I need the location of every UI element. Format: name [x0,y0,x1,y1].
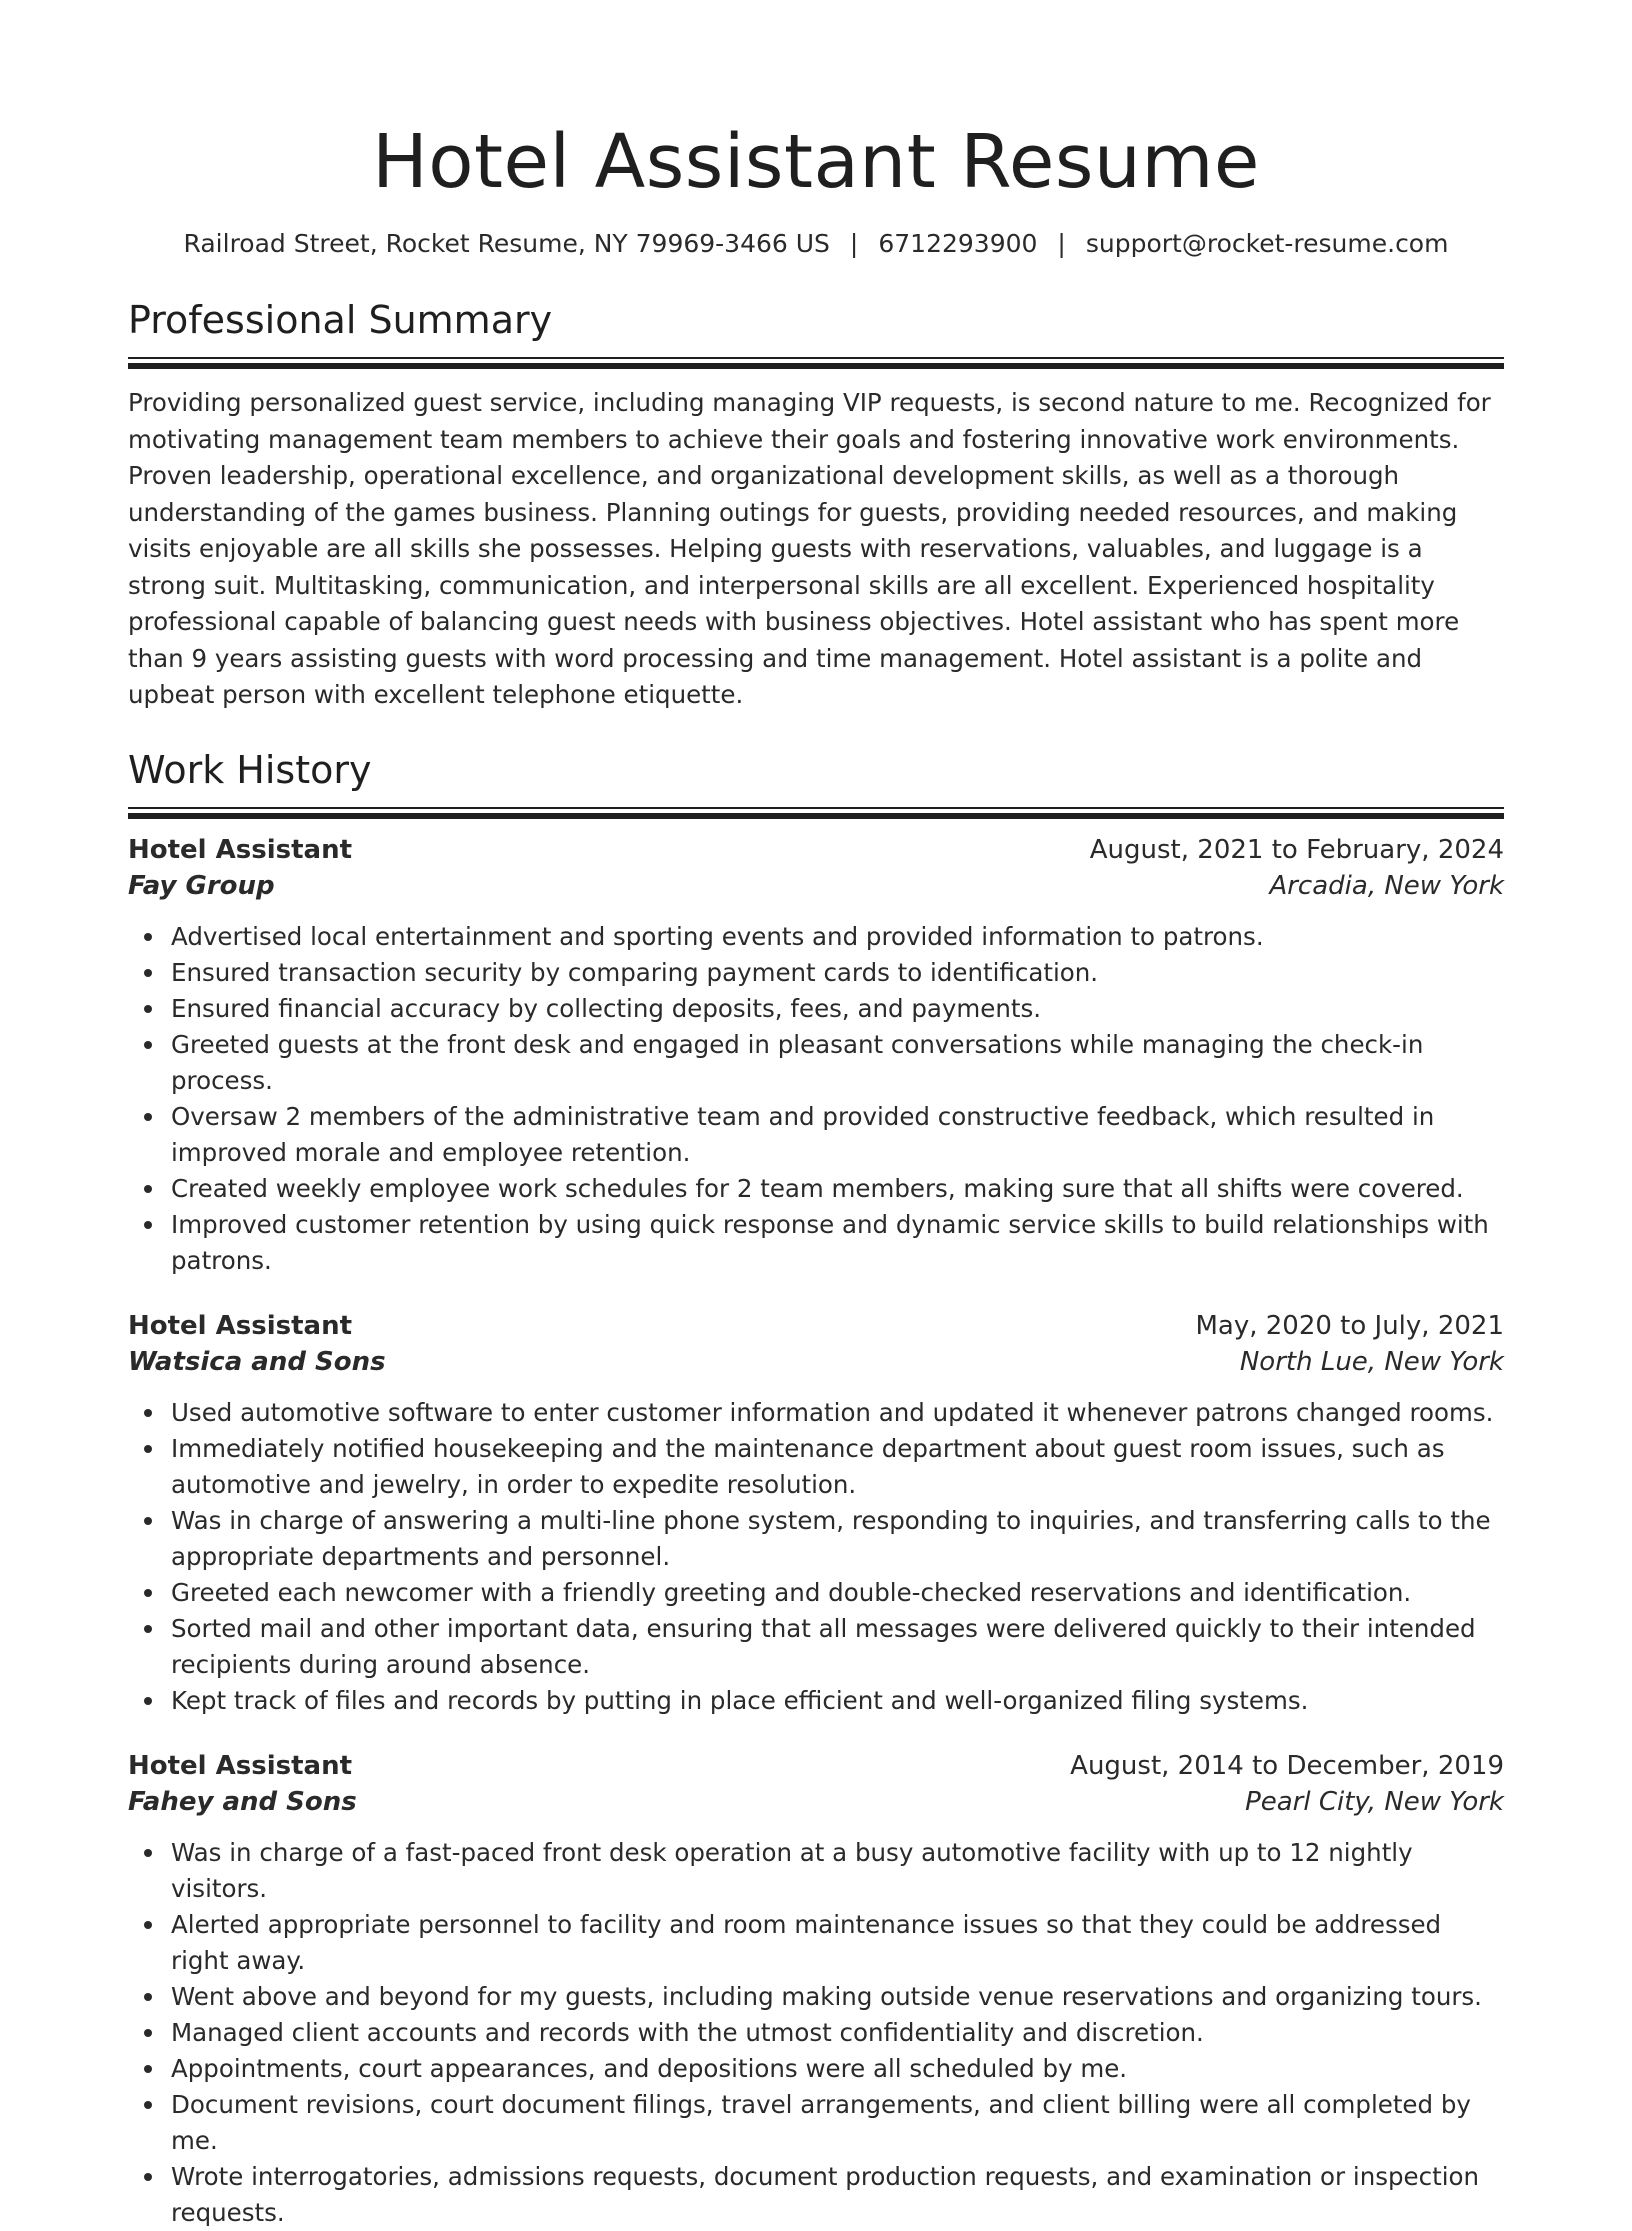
job-dates: May, 2020 to July, 2021 [1195,1311,1504,1342]
job-bullet-list [128,1395,1504,1719]
bullet-text: Greeted each newcomer with a friendly greeting and double-checked reservations and identification. [171,1578,1412,1608]
list-item [128,1835,1504,1907]
bullet-dot-icon [144,1113,152,1121]
job-company-row [128,1787,1504,1817]
bullet-dot-icon [144,2101,152,2109]
list-item [128,2087,1504,2159]
list-item [128,2051,1504,2087]
job-dates: August, 2021 to February, 2024 [1089,835,1504,866]
resume-title: Hotel Assistant Resume [372,119,1260,205]
job-header-row [128,1751,1504,1781]
bullet-text: Managed client accounts and records with the utmost confidentiality and discretion. [171,2018,1204,2048]
bullet-text: Ensured financial accuracy by collecting deposits, fees, and payments. [171,994,1042,1024]
list-item [128,1395,1504,1431]
job-entry [128,1751,1504,2231]
bullet-dot-icon [144,1409,152,1417]
bullet-text: Was in charge of a fast-paced front desk operation at a busy automotive facility with up to 12 nightly visitors. [171,1838,1413,1904]
bullet-text: Created weekly employee work schedules for 2 team members, making sure that all shifts were covered. [171,1174,1464,1204]
job-company: Fahey and Sons [128,1787,357,1818]
job-entry [128,835,1504,1279]
work-history-section [128,748,1504,2231]
section-divider [128,807,1504,819]
contact-separator: | [1057,228,1066,258]
bullet-dot-icon [144,1921,152,1929]
job-location: North Lue, New York [1239,1347,1504,1378]
bullet-text: Greeted guests at the front desk and engaged in pleasant conversations while managing the check-in process. [171,1030,1424,1096]
section-divider [128,357,1504,369]
bullet-dot-icon [144,969,152,977]
job-company-row [128,1347,1504,1377]
job-title: Hotel Assistant [128,1751,353,1782]
list-item [128,1503,1504,1575]
bullet-text: Kept track of files and records by putting in place efficient and well-organized filing systems. [171,1686,1309,1716]
bullet-text: Went above and beyond for my guests, including making outside venue reservations and organizing tours. [171,1982,1482,2012]
job-company: Fay Group [128,871,275,902]
list-item [128,1683,1504,1719]
bullet-dot-icon [144,2065,152,2073]
contact-email: support@rocket-resume.com [1085,228,1449,258]
bullet-text: Wrote interrogatories, admissions requests, document production requests, and examination or inspection requests. [171,2162,1480,2228]
section-heading-summary: Professional Summary [128,297,553,342]
bullet-text: Appointments, court appearances, and depositions were all scheduled by me. [171,2054,1128,2084]
job-list [128,835,1504,2231]
list-item [128,1171,1504,1207]
list-item [128,2159,1504,2231]
bullet-dot-icon [144,1221,152,1229]
bullet-dot-icon [144,1005,152,1013]
bullet-dot-icon [144,1517,152,1525]
bullet-dot-icon [144,2029,152,2037]
bullet-text: Oversaw 2 members of the administrative team and provided constructive feedback, which resulted in improved morale and employee retention. [171,1102,1435,1168]
bullet-text: Was in charge of answering a multi-line phone system, responding to inquiries, and transferring calls to the appropriate departments and personnel. [171,1506,1491,1572]
list-item [128,1611,1504,1683]
job-title: Hotel Assistant [128,1311,353,1342]
bullet-dot-icon [144,1041,152,1049]
bullet-dot-icon [144,1185,152,1193]
job-entry [128,1311,1504,1719]
bullet-dot-icon [144,1625,152,1633]
bullet-dot-icon [144,1697,152,1705]
bullet-dot-icon [144,1993,152,2001]
contact-address: Railroad Street, Rocket Resume, NY 79969-3466 US [183,228,830,258]
job-title: Hotel Assistant [128,835,353,866]
job-header-row [128,835,1504,865]
list-item [128,919,1504,955]
contact-line [128,229,1504,258]
list-item [128,1207,1504,1279]
job-bullet-list [128,1835,1504,2231]
job-company-row [128,871,1504,901]
list-item [128,1979,1504,2015]
section-heading-work-history: Work History [128,747,372,792]
list-item [128,955,1504,991]
list-item [128,991,1504,1027]
job-location: Pearl City, New York [1245,1787,1504,1818]
bullet-dot-icon [144,933,152,941]
bullet-text: Immediately notified housekeeping and the maintenance department about guest room issues, such as automotive and jewelry, in order to expedite resolution. [171,1434,1445,1500]
bullet-dot-icon [144,1445,152,1453]
contact-phone: 6712293900 [878,228,1038,258]
list-item [128,1907,1504,1979]
list-item [128,1575,1504,1611]
job-company: Watsica and Sons [128,1347,386,1378]
list-item [128,1431,1504,1503]
summary-text: Providing personalized guest service, including managing VIP requests, is second nature to me. Recognized for motivating management team members to achieve their goals and fostering innovative work environments. Proven leadership, operational excellence, and organizational development skills, as well as a thorough understanding of the games business. Planning outings for guests, providing needed resources, and making visits enjoyable are all skills she possesses. Helping guests with reservations, valuables, and luggage is a strong suit. Multitasking, communication, and interpersonal skills are all excellent. Experienced hospitality professional capable of balancing guest needs with business objectives. Hotel assistant who has spent more than 9 years assisting guests with word processing and time management. Hotel assistant is a polite and upbeat person with excellent telephone etiquette. [128,388,1491,710]
job-bullet-list [128,919,1504,1279]
bullet-text: Used automotive software to enter customer information and updated it whenever patrons changed rooms. [171,1398,1494,1428]
bullet-dot-icon [144,2173,152,2181]
list-item [128,1099,1504,1171]
job-dates: August, 2014 to December, 2019 [1070,1751,1504,1782]
bullet-text: Sorted mail and other important data, ensuring that all messages were delivered quickly to their intended recipients during around absence. [171,1614,1476,1680]
bullet-text: Ensured transaction security by comparing payment cards to identification. [171,958,1099,988]
bullet-text: Improved customer retention by using quick response and dynamic service skills to build relationships with patrons. [171,1210,1489,1276]
bullet-dot-icon [144,1589,152,1597]
bullet-text: Document revisions, court document filings, travel arrangements, and client billing were all completed by me. [171,2090,1471,2156]
bullet-text: Alerted appropriate personnel to facility and room maintenance issues so that they could be addressed right away. [171,1910,1442,1976]
job-location: Arcadia, New York [1269,871,1504,902]
professional-summary-section [128,298,1504,714]
list-item [128,2015,1504,2051]
job-header-row [128,1311,1504,1341]
bullet-text: Advertised local entertainment and sporting events and provided information to patrons. [171,922,1264,952]
list-item [128,1027,1504,1099]
bullet-dot-icon [144,1849,152,1857]
contact-separator: | [849,228,859,258]
